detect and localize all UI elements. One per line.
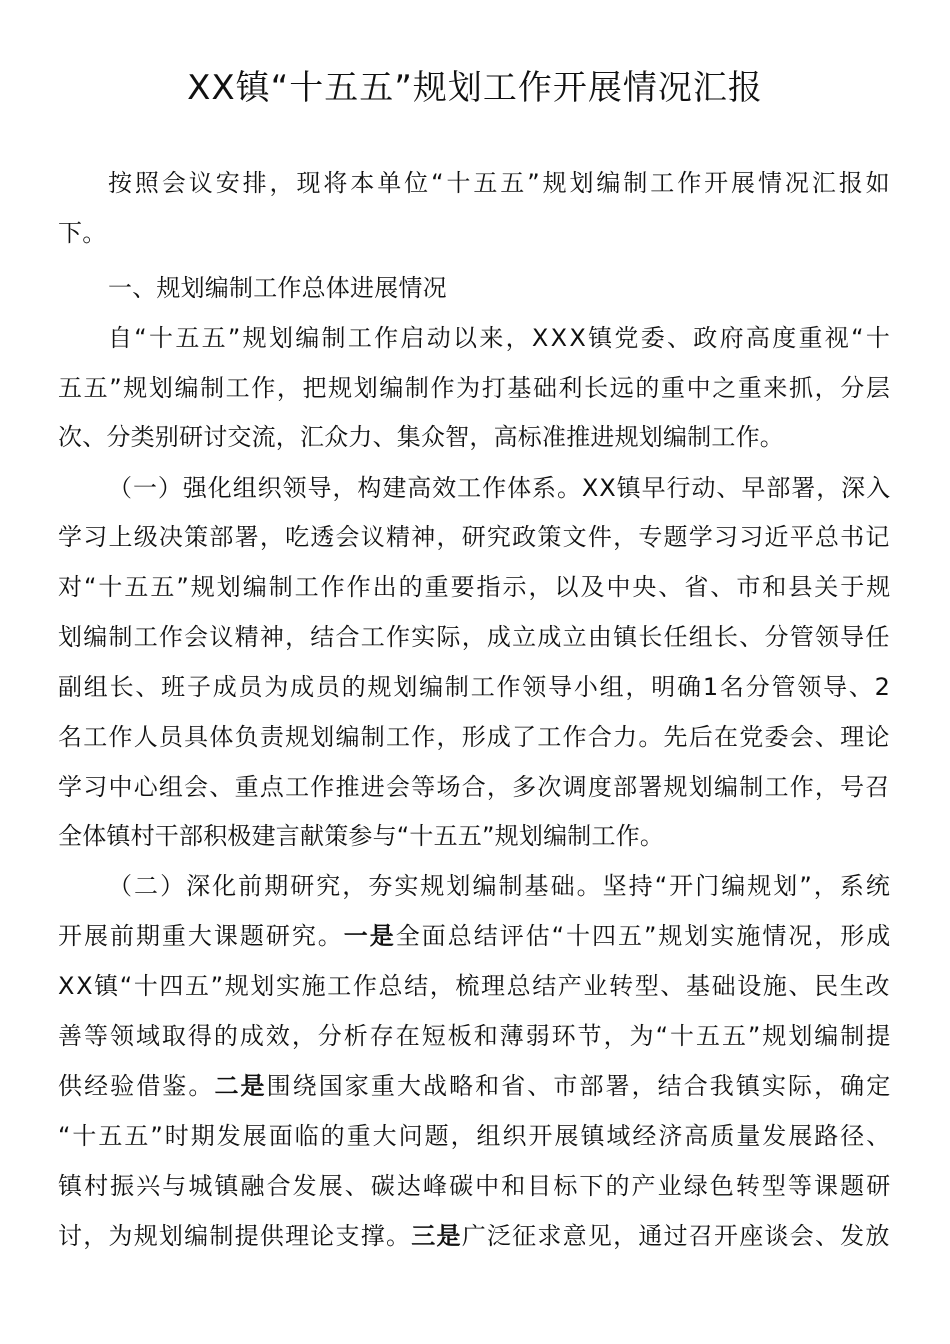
- body-line: [108, 868, 910, 904]
- line-text: 一、规划编制工作总体进展情况: [108, 274, 447, 302]
- body-line: [58, 1068, 910, 1104]
- line-text: 五五”规划编制工作，把规划编制作为打基础利长远的重中之重来抓，分层: [58, 374, 892, 402]
- body-line: [58, 669, 910, 705]
- body-line: [58, 968, 910, 1004]
- body-line: [108, 165, 910, 201]
- line-text: （一）强化组织领导，构建高效工作体系。XX镇早行动、早部署，深入: [108, 474, 892, 502]
- document-title: XX镇“十五五”规划工作开展情况汇报: [187, 68, 763, 108]
- body-line: [58, 370, 910, 406]
- line-text: 按照会议安排，现将本单位“十五五”规划编制工作开展情况汇报如: [108, 169, 893, 197]
- body-line: [58, 569, 910, 605]
- line-text: 次、分类别研讨交流，汇众力、集众智，高标准推进规划编制工作。: [58, 423, 784, 451]
- body-line: [108, 470, 910, 506]
- bold-ordinal: 二是: [214, 1072, 267, 1100]
- line-text: “十五五”时期发展面临的重大问题，组织开展镇域经济高质量发展路径、: [58, 1122, 893, 1150]
- body-line: [58, 619, 910, 655]
- body-line: [58, 519, 910, 555]
- bold-ordinal: 一是: [343, 922, 396, 950]
- line-text: 学习中心组会、重点工作推进会等场合，多次调度部署规划编制工作，号召: [58, 773, 891, 801]
- line-text: 自“十五五”规划编制工作启动以来，XXX镇党委、政府高度重视“十: [108, 324, 893, 352]
- line-text: 开展前期重大课题研究。: [58, 922, 344, 950]
- body-line: [58, 769, 910, 805]
- body-line: [58, 215, 910, 251]
- bold-ordinal: 三是: [411, 1222, 462, 1250]
- line-text: 划编制工作会议精神，结合工作实际，成立成立由镇长任组长、分管领导任: [58, 623, 891, 651]
- body-line: [108, 270, 910, 306]
- body-line: [58, 419, 910, 455]
- body-line: [58, 818, 910, 854]
- body-line: [58, 719, 910, 755]
- line-text: 下。: [58, 219, 107, 247]
- line-text: 善等领域取得的成效，分析存在短板和薄弱环节，为“十五五”规划编制提: [58, 1022, 893, 1050]
- body-line: [108, 320, 910, 356]
- line-text: （二）深化前期研究，夯实规划编制基础。坚持“开门编规划”，系统: [108, 872, 892, 900]
- line-text: 广泛征求意见，通过召开座谈会、发放: [461, 1222, 891, 1250]
- line-text: 镇村振兴与城镇融合发展、碳达峰碳中和目标下的产业绿色转型等课题研: [58, 1172, 893, 1200]
- body-line: [58, 1218, 910, 1254]
- line-text: XX镇“十四五”规划实施工作总结，梳理总结产业转型、基础设施、民生改: [58, 972, 891, 1000]
- line-text: 全面总结评估“十四五”规划实施情况，形成: [395, 922, 893, 950]
- body-line: [58, 918, 910, 954]
- line-text: 副组长、班子成员为成员的规划编制工作领导小组，明确1名分管领导、2: [58, 673, 892, 701]
- line-text: 全体镇村干部积极建言献策参与“十五五”规划编制工作。: [58, 822, 665, 850]
- body-line: [58, 1168, 910, 1204]
- line-text: 名工作人员具体负责规划编制工作，形成了工作合力。先后在党委会、理论: [58, 723, 891, 751]
- line-text: 学习上级决策部署，吃透会议精神，研究政策文件，专题学习习近平总书记: [58, 523, 891, 551]
- body-line: [58, 1018, 910, 1054]
- line-text: 围绕国家重大战略和省、市部署，结合我镇实际，确定: [266, 1072, 893, 1100]
- line-text: 对“十五五”规划编制工作作出的重要指示，以及中央、省、市和县关于规: [58, 573, 893, 601]
- body-line: [58, 1118, 910, 1154]
- line-text: 讨，为规划编制提供理论支撑。: [58, 1222, 412, 1250]
- line-text: 供经验借鉴。: [58, 1072, 215, 1100]
